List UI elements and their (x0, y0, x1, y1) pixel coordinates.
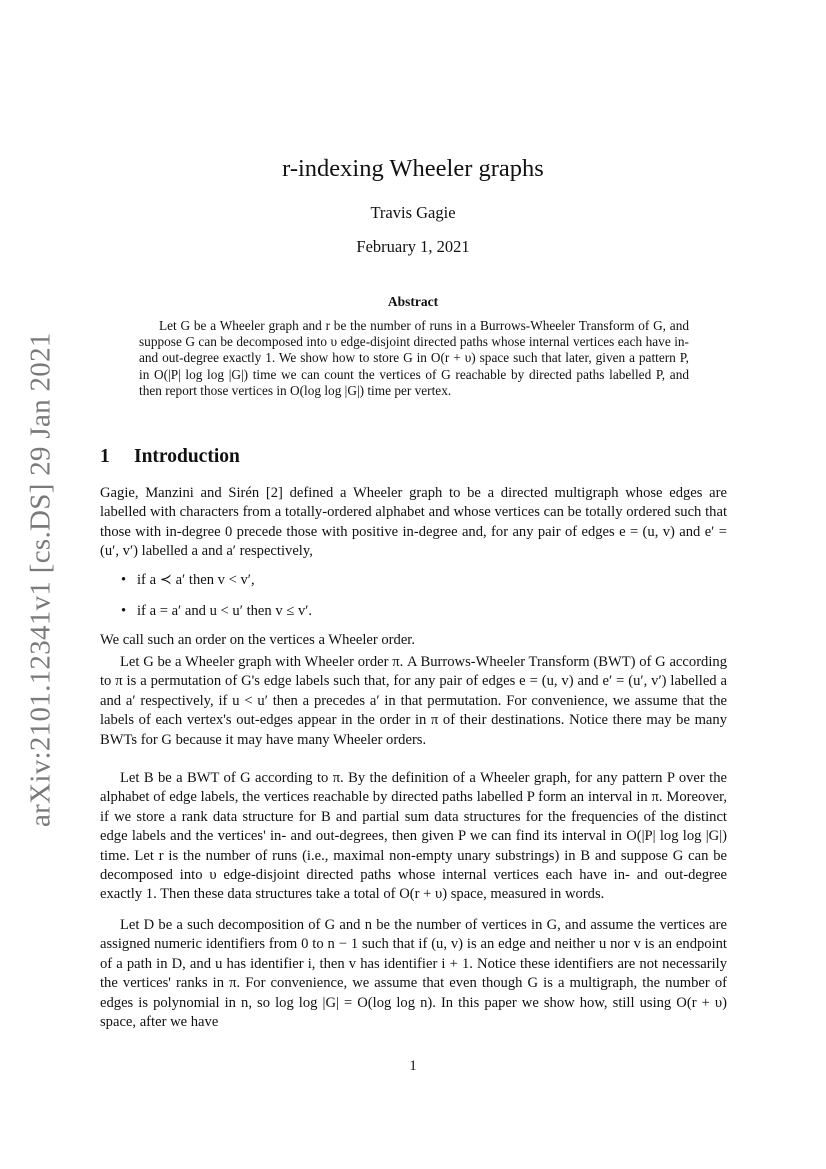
section-title: Introduction (134, 446, 240, 467)
bullet-icon: • (121, 572, 127, 588)
bullet-item-1 (121, 571, 255, 589)
paper-author: Travis Gagie (370, 203, 456, 222)
arxiv-identifier: arXiv:2101.12341v1 [cs.DS] 29 Jan 2021 (24, 332, 57, 828)
paper-title: r-indexing Wheeler graphs (282, 155, 544, 182)
bullet-item-2 (121, 603, 312, 620)
paragraph-4: Let B be a BWT of G according to π. By the definition of a Wheeler graph, for any pattern P over the alphabet of edge labels, the vertices reachable by directed paths labelled P form an interval in π. Moreover, if we store a rank data structure for B and partial sum data structures for the frequencies of the distinct edge labels and the vertices' in- and out-degrees, then given P we can find its interval in O(|P| log log |G|) time. Let r is the number of runs (i.e., maximal non-empty unary substrings) in B and suppose G can be decomposed into υ edge-disjoint directed paths whose internal vertices each have in- and out-degree exactly 1. Then these data structures take a total of O(r + υ) space, measured in words. (100, 770, 727, 903)
bullet-text-1: if a ≺ a′ then v < v′, (137, 572, 255, 588)
paragraph-2: We call such an order on the vertices a Wheeler order. (100, 632, 416, 648)
page-number: 1 (409, 1058, 417, 1074)
bullet-text-2: if a = a′ and u < u′ then v ≤ v′. (137, 603, 313, 619)
paragraph-3: Let G be a Wheeler graph with Wheeler order π. A Burrows-Wheeler Transform (BWT) of G according to π is a permutation of G's edge labels such that, for any pair of edges e = (u, v) and e′ = (u′, v′) labelled a and a′ respectively, if u < u′ then a precedes a′ in that permutation. For convenience, we assume that the labels of each vertex's out-edges appear in the order in π of their destinations. Notice there may be many BWTs for G because it may have many Wheeler orders. (100, 654, 727, 748)
abstract-heading: Abstract (387, 294, 439, 309)
section-number: 1 (100, 446, 110, 467)
paragraph-1: Gagie, Manzini and Sirén [2] defined a Wheeler graph to be a directed multigraph whose edges are labelled with characters from a totally-ordered alphabet and whose vertices can be totally ordered such that those with in-degree 0 precede those with positive in-degree and, for any pair of edges e = (u, v) and e′ = (u′, v′) labelled a and a′ respectively, (100, 485, 727, 560)
paragraph-5: Let D be a such decomposition of G and n be the number of vertices in G, and assume the vertices are assigned numeric identifiers from 0 to n − 1 such that if (u, v) is an edge and neither u nor v is an endpoint of a path in D, and u has identifier i, then v has identifier i + 1. Notice these identifiers are not necessarily the vertices' ranks in π. For convenience, we assume that even though G is a multigraph, the number of edges is polynomial in n, so log log |G| = O(log log n). In this paper we show how, still using O(r + υ) space, after we have (100, 917, 727, 1031)
section-heading (100, 446, 240, 468)
paper-date: February 1, 2021 (356, 237, 470, 256)
abstract-text: Let G be a Wheeler graph and r be the number of runs in a Burrows-Wheeler Transform of G, and suppose G can be decomposed into υ edge-disjoint directed paths whose internal vertices each have in- and out-degree exactly 1. We show how to store G in O(r + υ) space such that later, given a pattern P, in O(|P| log log |G|) time we can count the vertices of G reachable by directed paths labelled P, and then report those vertices in O(log log |G|) time per vertex. (139, 318, 689, 398)
bullet-icon: • (121, 603, 127, 619)
